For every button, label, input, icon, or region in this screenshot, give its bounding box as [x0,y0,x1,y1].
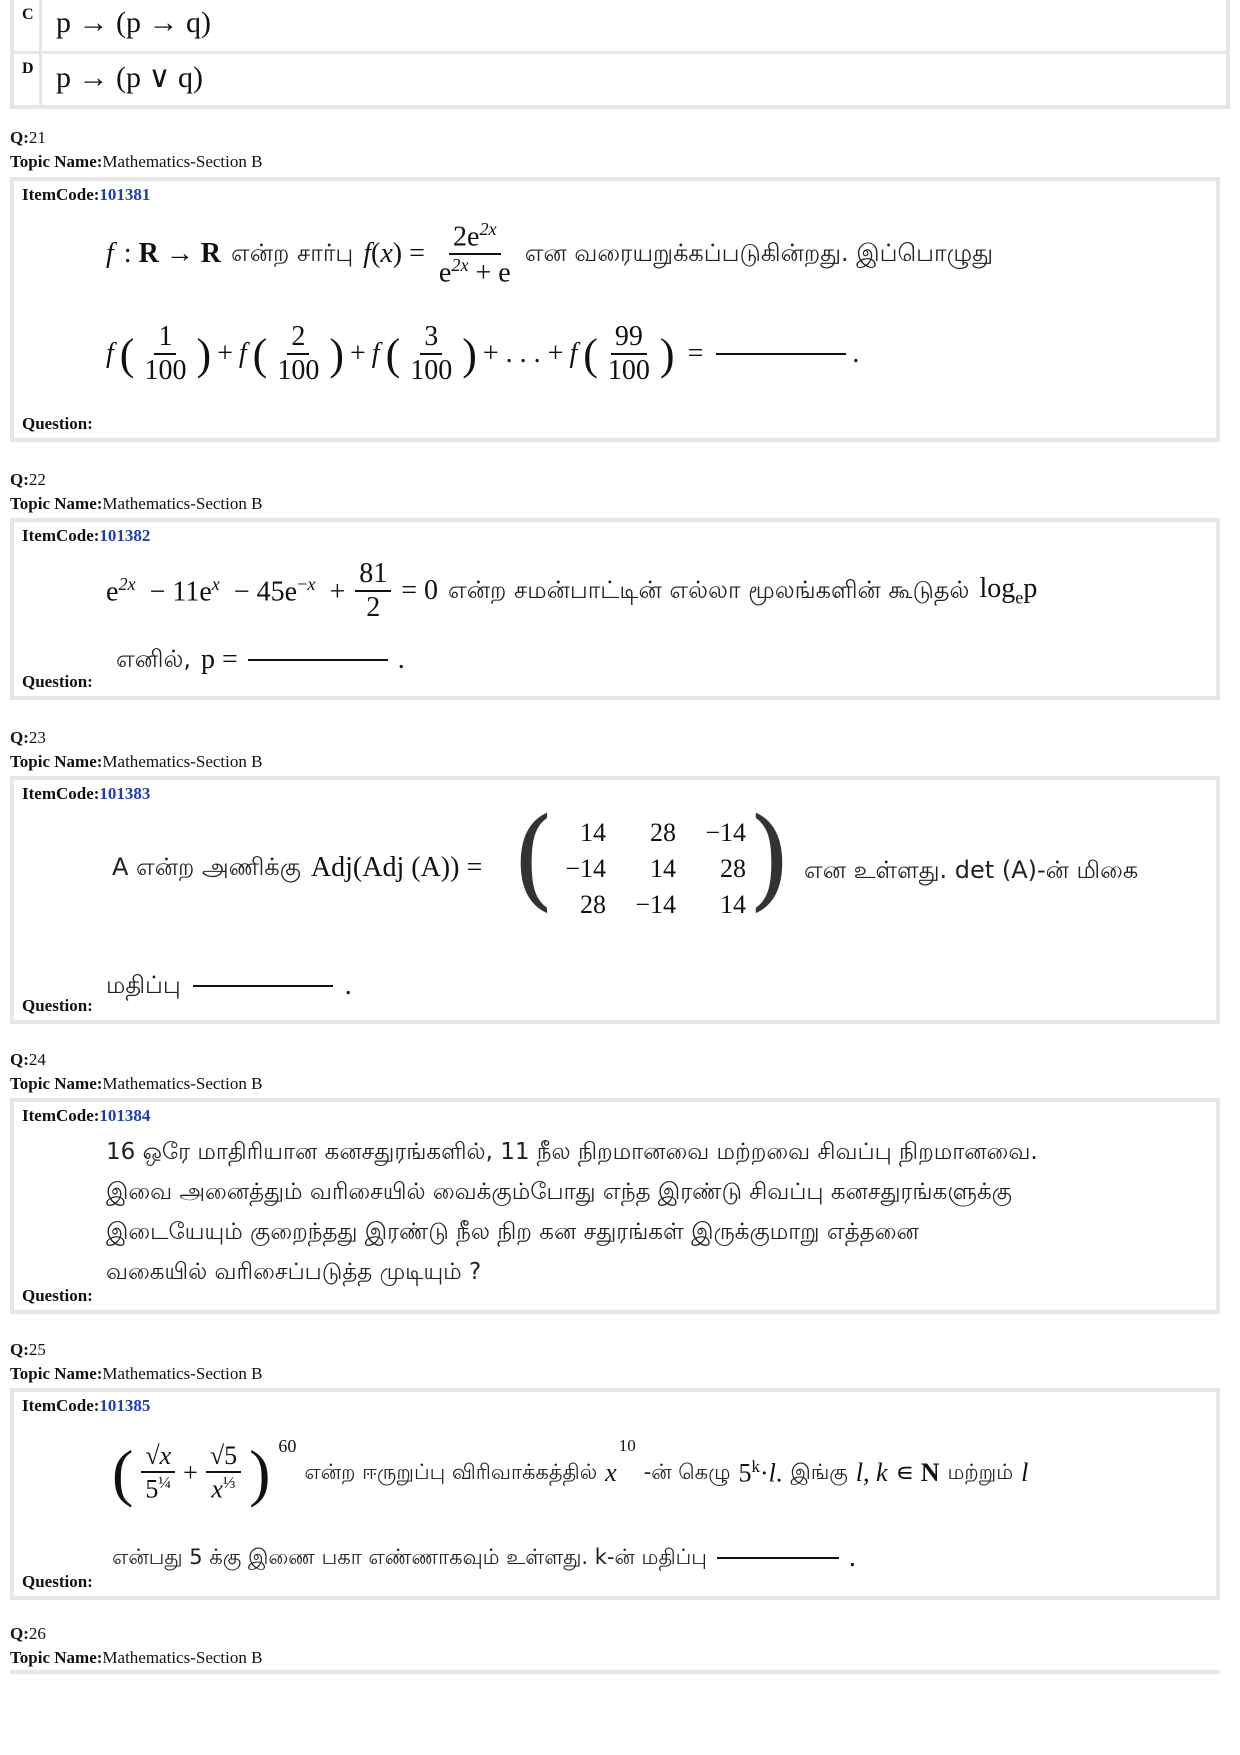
question-number: 24 [28,1050,46,1069]
question-text-line: வகையில் வரிசைப்படுத்த முடியும் ? [106,1259,482,1285]
matrix-cell: −14 [635,890,676,919]
question-22-line2: எனில், p = . [116,644,405,675]
matrix-cell: 28 [650,818,676,847]
question-header-22: Q:22 Topic Name:Mathematics-Section B [10,470,263,513]
question-card-22 [10,518,1220,700]
topic-name: Mathematics-Section B [102,494,263,513]
question-label: Question: [22,1572,93,1591]
item-code-value: 101383 [99,784,151,803]
question-number: 25 [28,1340,46,1359]
item-code: ItemCode:101381 [22,185,151,204]
matrix-cell: 14 [720,890,746,919]
question-21-line1: f : R → R என்ற சார்பு f(x) = $\frac{2e^{2x}}{e^{2x} + e}$ என வரையறுக்கப்படுகின்றது. இப்பொழுது [106,219,994,289]
option-row-d [14,54,1226,105]
q-label: Q: [10,128,29,147]
matrix-cell: −14 [565,854,606,883]
question-24-text [106,1132,1216,1292]
option-text: p → (p → q) [56,6,211,39]
question-21-line2: f ( $\frac{1}{100}$ ) + f ( $\frac{2}{100}$ ) + f ( $\frac{3}{100}$ ) + . . . + f ( $\frac{99}{100}$ ) = . [106,321,860,386]
question-text: என்ற சார்பு [231,238,354,267]
topic-name: Mathematics-Section B [102,1364,263,1383]
question-header-26: Q:26 Topic Name:Mathematics-Section B [10,1624,263,1667]
question-card-21 [10,177,1220,442]
question-text-line: இவை அனைத்தும் வரிசையில் வைக்கும்போது எந்த இரண்டு சிவப்பு கனசதுரங்களுக்கு [106,1179,1012,1205]
question-label: Question: [22,414,93,433]
math-fraction: $\frac{2e^{2x}}{e^{2x} + e}$ [438,219,511,289]
question-header-21 [10,126,262,174]
item-code-value: 101384 [99,1106,151,1125]
question-number: 21 [28,128,46,147]
option-text: p → (p ∨ q) [56,61,203,94]
question-text: என உள்ளது. det (A)-ன் மிகை [804,856,1139,884]
topic-name: Mathematics-Section B [102,1648,263,1667]
matrix-cell: 28 [580,890,606,919]
question-header-24: Q:24 Topic Name:Mathematics-Section B [10,1050,263,1093]
question-text: என்ற சமன்பாட்டின் எல்லா மூலங்களின் கூடுதல் [448,575,970,604]
topic-name: Mathematics-Section B [102,1074,263,1093]
item-code: ItemCode:101385 [22,1396,151,1415]
question-text: மதிப்பு [106,970,181,999]
topic-name: Mathematics-Section B [102,152,263,171]
question-text-line: இடையேயும் குறைந்தது இரண்டு நீல நிற கன சதுரங்கள் இருக்குமாறு எத்தனை [106,1219,919,1245]
topic-name: Mathematics-Section B [102,752,263,771]
question-text: என்ற ஈருறுப்பு விரிவாக்கத்தில் [304,1459,598,1484]
question-label: Question: [22,672,93,691]
question-23-line1-end [804,856,1138,887]
question-text: என்பது 5 க்கு இணை பகா எண்ணாகவும் உள்ளது. k-ன் மதிப்பு [112,1544,707,1569]
question-text-line: 16 ஒரே மாதிரியான கனசதுரங்களில், 11 நீல நிறமானவை மற்றவை சிவப்பு நிறமானவை. [106,1139,1038,1165]
matrix-cell: −14 [705,818,746,847]
item-code-value: 101381 [99,185,151,204]
question-25-line2: என்பது 5 க்கு இணை பகா எண்ணாகவும் உள்ளது. k-ன் மதிப்பு . [112,1542,856,1573]
item-code: ItemCode:101383 [22,784,151,803]
question-text: A என்ற அணிக்கு [112,852,301,881]
matrix-cell: 28 [720,854,746,883]
matrix-cell: 14 [580,818,606,847]
question-card-25 [10,1388,1220,1600]
item-code: ItemCode:101382 [22,526,151,545]
topic-label: Topic Name: [10,152,103,171]
question-label: Question: [22,1286,93,1305]
option-letter: C [14,0,42,51]
previous-question-options [10,0,1230,109]
question-number: 22 [28,470,46,489]
question-header-25: Q:25 Topic Name:Mathematics-Section B [10,1340,263,1383]
matrix [536,818,746,920]
divider [10,1670,1220,1674]
option-letter: D [14,54,42,105]
question-text: என வரையறுக்கப்படுகின்றது. இப்பொழுது [524,238,994,267]
matrix-cell: 14 [650,854,676,883]
matrix-left-bracket: ( [512,794,555,922]
item-code: ItemCode:101384 [22,1106,151,1125]
question-number: 26 [28,1624,46,1643]
item-code-value: 101382 [99,526,151,545]
question-card-24 [10,1098,1220,1314]
question-header-23: Q:23 Topic Name:Mathematics-Section B [10,728,263,771]
question-23-line2: மதிப்பு . [106,970,352,1001]
question-25-line1: ( $\frac{√x}{5^{\frac{1}{4}}}$ + $\frac{√5}{x^{\frac{1}{3}}}$ ) $^{60}$ என்ற ஈருறுப்பு விரிவாக்கத்தில் x 10 -ன் கெழு $5^k\cdot l$. இங்கு l, k ∊ N மற்றும் l [112,1436,1029,1508]
question-label: Question: [22,996,93,1015]
question-card-23 [10,776,1220,1024]
question-22-line1: $e^{2x} - 11e^x - 45e^{-x}$ + $\frac{81}{2}$ = 0 என்ற சமன்பாட்டின் எல்லா மூலங்களின் கூடுதல் $\log_ep$ [106,558,1038,623]
option-row-c [14,0,1226,54]
item-code-value: 101385 [99,1396,151,1415]
question-number: 23 [28,728,46,747]
matrix-right-bracket: ) [748,794,791,922]
question-23-line1: A என்ற அணிக்கு Adj(Adj (A)) = [112,852,483,883]
